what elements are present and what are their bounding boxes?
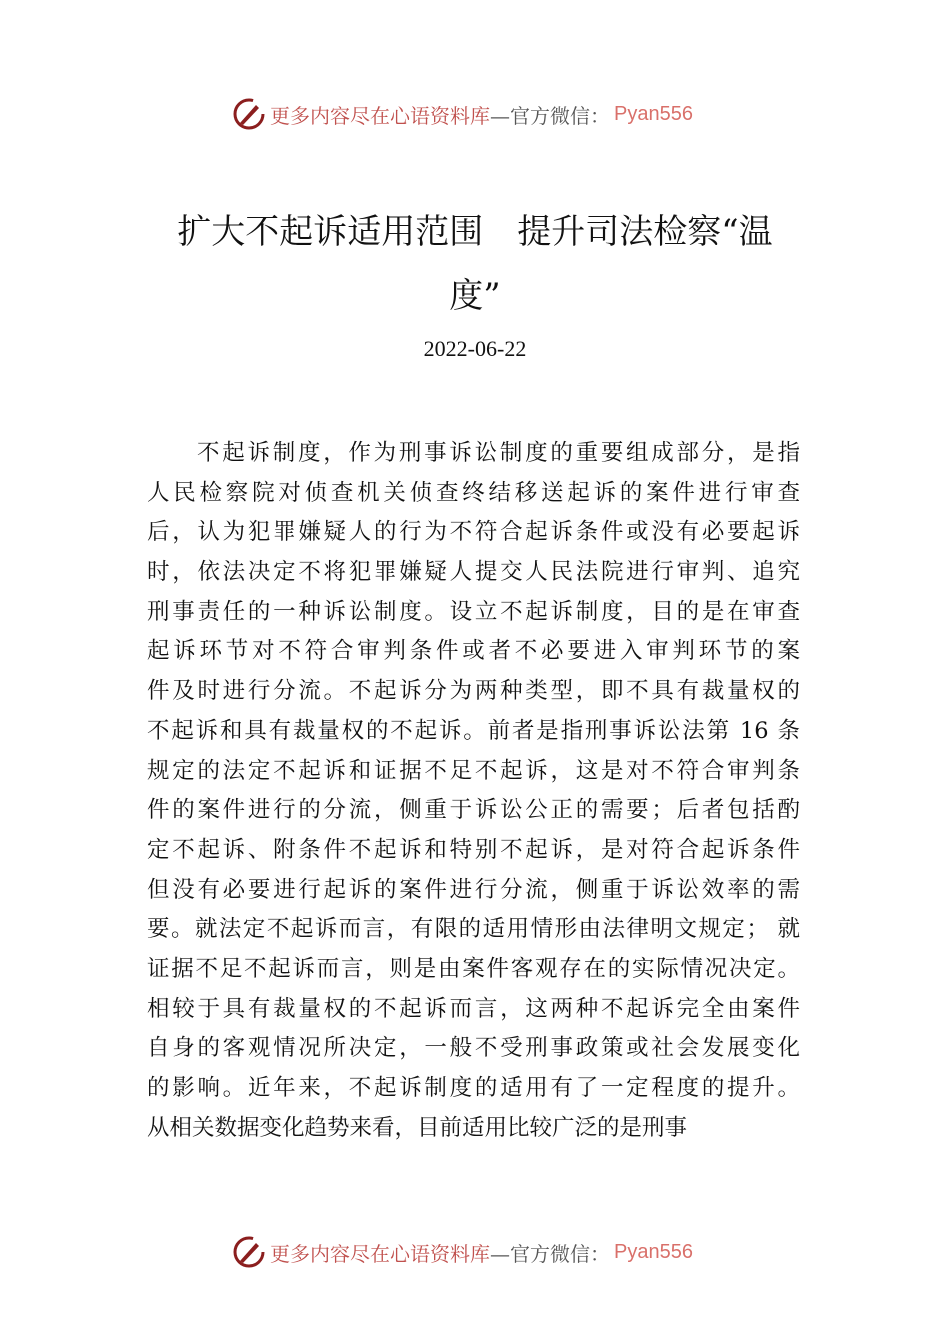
header-watermark: [232, 97, 693, 131]
paragraph-line: 人民检察院对侦查机关侦查终结移送起诉的案件进行审查: [147, 479, 800, 506]
watermark-id: Pyan556: [614, 1240, 693, 1263]
article-body: [147, 434, 800, 1148]
watermark-label: —官方微信：: [490, 103, 610, 128]
paragraph-line: 从相关数据变化趋势来看，目前适用比较广泛的是刑事: [147, 1114, 688, 1141]
paragraph-line: 证据不足不起诉而言，则是由案件客观存在的实际情况决定。: [147, 955, 800, 982]
watermark-label: —官方微信：: [490, 1241, 610, 1266]
paragraph-line: 件的案件进行的分流，侧重于诉讼公正的需要；后者包括酌: [147, 797, 800, 824]
paragraph-line: 刑事责任的一种诉讼制度。设立不起诉制度，目的是在审查: [147, 598, 800, 625]
paragraph-line: 要。就法定不起诉而言，有限的适用情形由法律明文规定； 就: [147, 916, 800, 943]
paragraph-line: 自身的客观情况所决定，一般不受刑事政策或社会发展变化: [147, 1035, 800, 1062]
quill-pen-logo-icon: [232, 1235, 266, 1269]
quill-pen-logo-icon: [232, 97, 266, 131]
paragraph-line: 不起诉和具有裁量权的不起诉。前者是指刑事诉讼法第 16 条: [147, 717, 800, 744]
publish-date: 2022-06-22: [423, 336, 527, 361]
paragraph-line: 件及时进行分流。不起诉分为两种类型，即不具有裁量权的: [147, 678, 800, 705]
paragraph-line: 时，依法决定不将犯罪嫌疑人提交人民法院进行审判、追究: [147, 559, 800, 586]
watermark-id: Pyan556: [614, 102, 693, 125]
paragraph-line: 后，认为犯罪嫌疑人的行为不符合起诉条件或没有必要起诉: [147, 519, 800, 546]
page-title-line1: 扩大不起诉适用范围 提升司法检察“温: [177, 212, 773, 252]
paragraph-line: 规定的法定不起诉和证据不足不起诉，这是对不符合审判条: [147, 757, 800, 784]
paragraph-line: 起诉环节对不符合审判条件或者不必要进入审判环节的案: [147, 638, 800, 665]
footer-watermark: [232, 1235, 693, 1269]
watermark-site: 更多内容尽在心语资料库: [270, 103, 490, 128]
paragraph-line: 但没有必要进行起诉的案件进行分流，侧重于诉讼效率的需: [147, 876, 800, 903]
paragraph-line: 的影响。近年来，不起诉制度的适用有了一定程度的提升。: [147, 1075, 800, 1101]
page-title-line2: 度”: [449, 276, 501, 316]
paragraph-line: 定不起诉、附条件不起诉和特别不起诉，是对符合起诉条件: [147, 836, 800, 863]
paragraph-line: 相较于具有裁量权的不起诉而言，这两种不起诉完全由案件: [147, 995, 800, 1022]
paragraph-line: 不起诉制度，作为刑事诉讼制度的重要组成部分，是指: [197, 440, 800, 466]
watermark-site: 更多内容尽在心语资料库: [270, 1241, 490, 1266]
